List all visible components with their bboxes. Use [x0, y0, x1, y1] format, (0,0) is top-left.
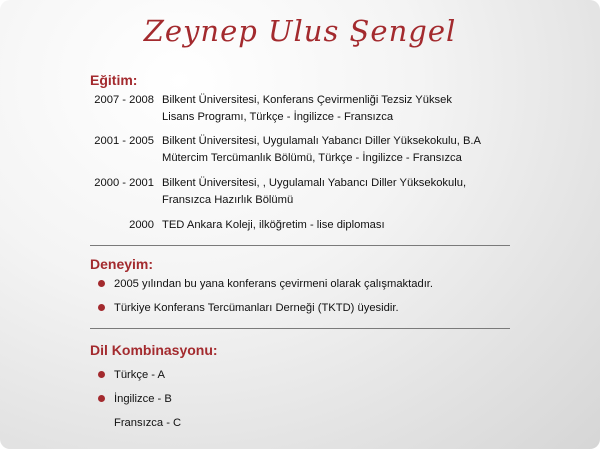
- education-heading: Eğitim:: [90, 72, 138, 88]
- education-line: Lisans Programı, Türkçe - İngilizce - Fransızca: [162, 111, 394, 123]
- section-divider: [90, 245, 510, 246]
- page-title: Zeynep Ulus Şengel: [143, 14, 457, 48]
- education-line: TED Ankara Koleji, ilköğretim - lise diploması: [162, 219, 385, 231]
- bullet-icon: [98, 280, 105, 287]
- bullet-icon: [98, 304, 105, 311]
- bullet-icon: [98, 371, 105, 378]
- education-line: Bilkent Üniversitesi, , Uygulamalı Yabancı Diller Yüksekokulu,: [162, 177, 467, 189]
- list-item-text: Türkçe - A: [114, 369, 165, 381]
- education-text: [162, 217, 512, 234]
- list-item-text: Fransızca - C: [114, 417, 182, 429]
- list-item-text: İngilizce - B: [114, 393, 172, 405]
- section-divider: [90, 328, 510, 329]
- education-date: 2000 - 2001: [94, 177, 154, 189]
- education-date: 2007 - 2008: [94, 94, 154, 106]
- education-text: [162, 133, 512, 167]
- education-date: 2001 - 2005: [94, 135, 154, 147]
- education-date: 2000: [129, 219, 154, 231]
- list-item-text: Türkiye Konferans Tercümanları Derneği (TKTD) üyesidir.: [114, 302, 399, 314]
- education-line: Bilkent Üniversitesi, Uygulamalı Yabancı Diller Yüksekokulu, B.A: [162, 135, 481, 147]
- education-text: [162, 92, 512, 126]
- bullet-icon: [98, 395, 105, 402]
- languages-heading: Dil Kombinasyonu:: [90, 342, 218, 358]
- education-line: Mütercim Tercümanlık Bölümü, Türkçe - İngilizce - Fransızca: [162, 152, 462, 164]
- experience-heading: Deneyim:: [90, 256, 154, 272]
- list-item-text: 2005 yılından bu yana konferans çevirmeni olarak çalışmaktadır.: [114, 278, 434, 290]
- education-text: [162, 175, 512, 209]
- education-line: Fransızca Hazırlık Bölümü: [162, 194, 294, 206]
- education-line: Bilkent Üniversitesi, Konferans Çevirmenliği Tezsiz Yüksek: [162, 94, 452, 106]
